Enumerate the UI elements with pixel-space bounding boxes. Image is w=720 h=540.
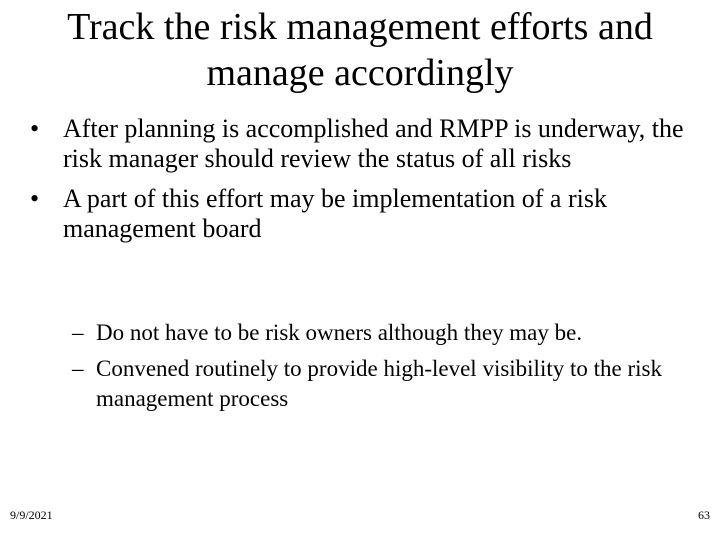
footer-date: 9/9/2021 [10, 508, 53, 522]
sub-bullet-text: Convened routinely to provide high-level visibility to the risk management process [96, 356, 662, 411]
bullet-marker: • [30, 184, 40, 213]
sub-bullet-marker: – [72, 320, 84, 345]
sub-bullet-text: Do not have to be risk owners although they may be. [96, 320, 583, 345]
sub-bullet-marker: – [72, 356, 84, 381]
bullet-item [30, 184, 700, 244]
bullet-list [30, 114, 700, 254]
sub-bullet-list [72, 318, 702, 420]
sub-bullet-item [72, 354, 702, 414]
bullet-item [30, 114, 700, 174]
slide-title: Track the risk management efforts and manage accordingly [67, 6, 653, 94]
bullet-text: After planning is accomplished and RMPP is underway, the risk manager should review the status of all risks [63, 114, 684, 173]
bullet-marker: • [30, 114, 40, 143]
page-number: 63 [698, 508, 710, 522]
bullet-text: A part of this effort may be implementation of a risk management board [63, 184, 607, 243]
sub-bullet-item [72, 318, 702, 348]
